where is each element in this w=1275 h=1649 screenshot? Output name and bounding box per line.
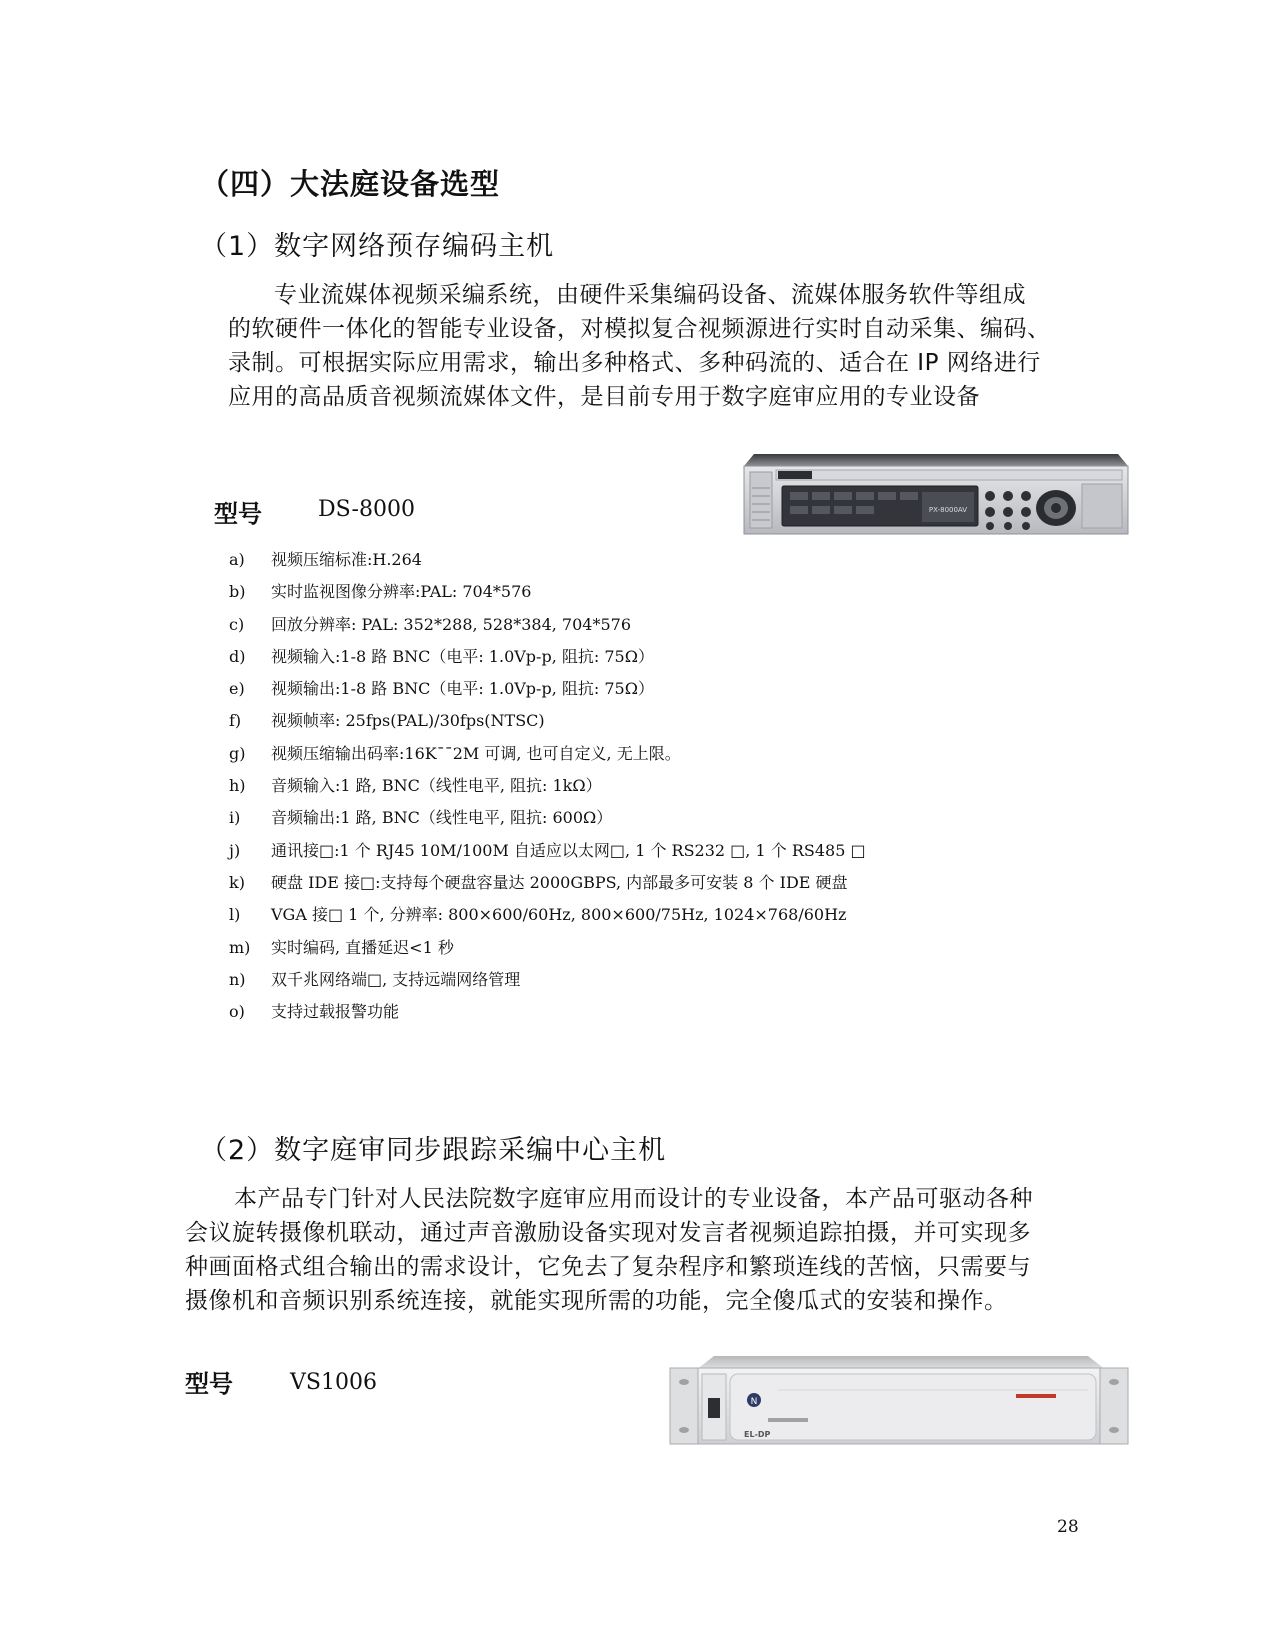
spec-item — [229, 673, 866, 705]
spec-text: 视频输入:1-8 路 BNC（电平: 1.0Vp-p, 阻抗: 75Ω） — [271, 646, 654, 666]
spec-item — [229, 867, 866, 899]
spec-item — [229, 738, 866, 770]
spec-item — [229, 835, 866, 867]
spec-item — [229, 544, 866, 576]
encoder-panel-text: PX-8000AV — [928, 506, 968, 514]
spec-text: 视频压缩输出码率:16K¯¯2M 可调, 也可自定义, 无上限。 — [271, 743, 681, 763]
spec-item — [229, 802, 866, 834]
spec-item — [229, 705, 866, 737]
spec-text: 视频压缩标准:H.264 — [271, 550, 422, 569]
spec-text: 视频帧率: 25fps(PAL)/30fps(NTSC) — [271, 711, 545, 731]
spec-text: VGA 接□ 1 个, 分辨率: 800×600/60Hz, 800×600/75Hz, 1024×768/60Hz — [271, 905, 847, 925]
model-label: 型号 — [185, 1370, 233, 1398]
model-value: VS1006 — [290, 1370, 377, 1395]
spec-letter: m) — [229, 937, 251, 957]
encoder-device-image — [742, 452, 1130, 536]
spec-item — [229, 932, 866, 964]
paragraph-line: 应用的高品质音视频流媒体文件，是目前专用于数字庭审应用的专业设备 — [228, 384, 980, 410]
spec-item — [229, 899, 866, 931]
item1-heading: （1）数字网络预存编码主机 — [200, 231, 555, 262]
spec-letter: g) — [229, 743, 246, 763]
spec-text: 支持过载报警功能 — [271, 1002, 400, 1022]
spec-text: 回放分辨率: PAL: 352*288, 528*384, 704*576 — [271, 614, 632, 634]
section-title: （四）大法庭设备选型 — [200, 167, 501, 201]
spec-text: 硬盘 IDE 接□:支持每个硬盘容量达 2000GBPS, 内部最多可安装 8 个 IDE 硬盘 — [271, 872, 848, 892]
spec-item — [229, 576, 866, 608]
page-number: 28 — [1057, 1517, 1079, 1537]
spec-item — [229, 964, 866, 996]
spec-letter: h) — [229, 776, 246, 796]
paragraph-line: 摄像机和音频识别系统连接，就能实现所需的功能，完全傻瓜式的安装和操作。 — [185, 1288, 1008, 1314]
spec-item — [229, 641, 866, 673]
spec-text: 音频输出:1 路, BNC（线性电平, 阻抗: 600Ω） — [271, 808, 613, 828]
spec-text: 视频输出:1-8 路 BNC（电平: 1.0Vp-p, 阻抗: 75Ω） — [271, 679, 654, 699]
tracking-host-panel-text: EL-DP — [744, 1430, 771, 1439]
tracking-host-device-image — [668, 1354, 1130, 1446]
item2-paragraph — [185, 1182, 1033, 1318]
item2-heading: （2）数字庭审同步跟踪采编中心主机 — [200, 1135, 667, 1166]
paragraph-line: 录制。可根据实际应用需求，输出多种格式、多种码流的、适合在 IP 网络进行 — [228, 350, 1041, 376]
paragraph-line: 种画面格式组合输出的需求设计，它免去了复杂程序和繁琐连线的苦恼，只需要与 — [185, 1254, 1031, 1280]
spec-letter: n) — [229, 969, 246, 989]
spec-item — [229, 996, 866, 1028]
spec-text: 音频输入:1 路, BNC（线性电平, 阻抗: 1kΩ） — [271, 776, 602, 796]
spec-text: 实时编码, 直播延迟<1 秒 — [271, 937, 454, 957]
spec-text: 双千兆网络端□, 支持远端网络管理 — [271, 969, 521, 989]
paragraph-line: 会议旋转摄像机联动，通过声音激励设备实现对发言者视频追踪拍摄，并可实现多 — [185, 1220, 1031, 1246]
spec-letter: j) — [229, 840, 241, 860]
spec-letter: i) — [229, 808, 241, 828]
spec-letter: e) — [229, 679, 245, 699]
spec-text: 实时监视图像分辨率:PAL: 704*576 — [271, 582, 532, 602]
model-label: 型号 — [214, 500, 262, 528]
spec-text: 通讯接□:1 个 RJ45 10M/100M 自适应以太网□, 1 个 RS232 □, 1 个 RS485 □ — [271, 840, 866, 860]
item1-paragraph — [228, 278, 1051, 414]
spec-item — [229, 609, 866, 641]
paragraph-line: 本产品专门针对人民法院数字庭审应用而设计的专业设备，本产品可驱动各种 — [234, 1186, 1033, 1212]
spec-letter: c) — [229, 614, 245, 634]
spec-letter: a) — [229, 550, 245, 569]
paragraph-line: 的软硬件一体化的智能专业设备，对模拟复合视频源进行实时自动采集、编码、 — [228, 316, 1051, 342]
spec-list — [229, 544, 866, 1028]
spec-letter: l) — [229, 905, 241, 925]
paragraph-line: 专业流媒体视频采编系统，由硬件采集编码设备、流媒体服务软件等组成 — [274, 282, 1026, 308]
spec-letter: o) — [229, 1002, 245, 1022]
model-value: DS-8000 — [318, 497, 415, 522]
svg-text:N: N — [750, 1397, 758, 1407]
spec-item — [229, 770, 866, 802]
spec-letter: f) — [229, 711, 242, 731]
spec-letter: d) — [229, 646, 246, 666]
spec-letter: b) — [229, 582, 246, 602]
spec-letter: k) — [229, 872, 245, 892]
